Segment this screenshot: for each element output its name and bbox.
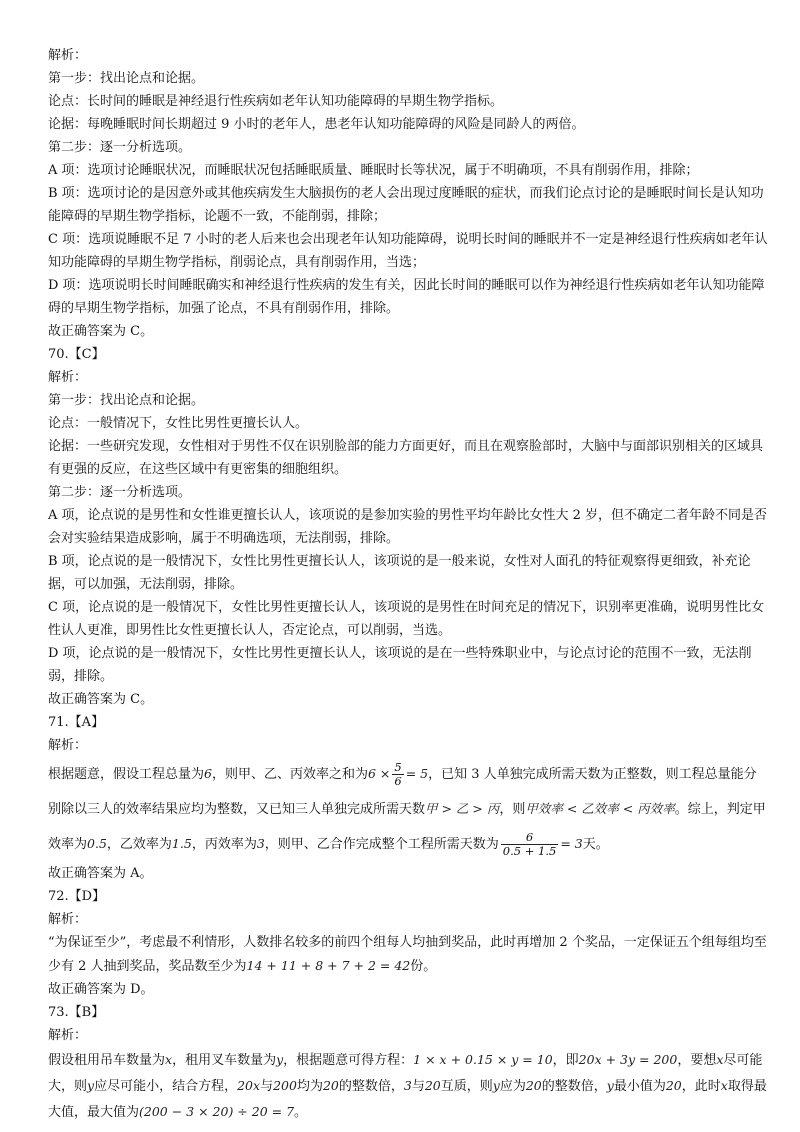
numerator: 6 <box>501 831 559 845</box>
text-run: ，即 <box>552 1053 579 1068</box>
text-run: 。 <box>294 1105 308 1120</box>
text-run: 均为 <box>296 1079 323 1094</box>
math: = 3 <box>560 836 583 851</box>
math: 3 <box>256 836 265 851</box>
text-line: C 项，论点说的是一般情况下，女性比男性更擅长认人，该项说的是男性在时间充足的情况下，识别率更准确，说明男性比女性认人更准，即男性比女性更擅长认人，否定论点，可以削弱，当选。 <box>48 600 765 638</box>
math: 20 <box>665 1078 682 1093</box>
text-run: ，租用叉车数量为 <box>172 1053 277 1068</box>
text-run: 天。 <box>582 837 609 852</box>
text-line: 解析： <box>48 912 88 927</box>
text-line: 解析： <box>48 738 88 753</box>
text-line: 第二步：逐一分析选项。 <box>48 140 192 155</box>
text-run: 最小值为 <box>613 1079 666 1094</box>
math: 200 <box>273 1078 297 1093</box>
text-run: ，已知 3 人单独完成所需天数为正整数，则工程总量能分别除以三人的效率结果应均为整数，又已知三人单独完成所需天数 <box>48 767 757 817</box>
q72-paragraph <box>48 931 768 978</box>
text-run: ，则甲、乙、丙效率之和为 <box>211 767 368 782</box>
text-run: 份。 <box>410 959 437 974</box>
text-run: ，根据题意可得方程： <box>283 1053 414 1068</box>
text-line: A 项，论点说的是男性和女性谁更擅长认人，该项说的是参加实验的男性平均年龄比女性大 2 岁，但不确定二者年龄不同是否会对实验结果造成影响，属于不明确选项，无法削弱，排除。 <box>48 508 768 546</box>
text-line: B 项：选项讨论的是因意外或其他疾病发生大脑损伤的老人会出现过度睡眠的症状，而我们论点讨论的是睡眠时间长是认知功能障碍的早期生物学指标，论题不一致，不能削弱，排除； <box>48 186 764 224</box>
text-line: 论点：一般情况下，女性比男性更擅长认人。 <box>48 416 309 431</box>
q73-paragraph <box>48 1047 768 1125</box>
text-line: 解析： <box>48 1028 88 1043</box>
text-run: 应尽可能小，结合方程， <box>94 1079 238 1094</box>
text-run: 与 <box>260 1079 274 1094</box>
math: 20x <box>237 1078 261 1093</box>
math: 甲 > 乙 > 丙 <box>425 801 500 816</box>
q71-paragraph <box>48 757 768 862</box>
question-number: 71.【A】 <box>48 715 105 730</box>
math: y <box>606 1078 614 1093</box>
text-line: 故正确答案为 C。 <box>48 324 154 339</box>
math: 1.5 <box>171 836 192 851</box>
math: y <box>276 1052 284 1067</box>
text-run: 尽可能大，则 <box>48 1053 763 1094</box>
text-run: 的整数倍， <box>541 1079 607 1094</box>
text-run: 。综上，判定甲效率为 <box>48 802 766 852</box>
text-line: 第二步：逐一分析选项。 <box>48 485 192 500</box>
numerator: 5 <box>394 760 402 774</box>
text-line: A 项：选项讨论睡眠状况，而睡眠状况包括睡眠质量、睡眠时长等状况，属于不明确项，不具有削弱作用，排除； <box>48 163 699 178</box>
text-line: 故正确答案为 C。 <box>48 692 154 707</box>
text-line: 故正确答案为 D。 <box>48 982 154 997</box>
text-run: ，则甲、乙合作完成整个工程所需天数为 <box>264 837 499 852</box>
text-run: 的整数倍， <box>338 1079 404 1094</box>
text-line: 第一步：找出论点和论据。 <box>48 71 205 86</box>
math: 20x + 3y = 200 <box>578 1052 678 1067</box>
fraction <box>501 831 559 858</box>
text-line: B 项，论点说的是一般情况下，女性比男性更擅长认人，该项说的是一般来说，女性对人面孔的特征观察得更细致，补充论据，可以加强，无法削弱，排除。 <box>48 554 751 592</box>
math: y <box>492 1078 500 1093</box>
fraction <box>392 761 403 788</box>
math: x <box>165 1052 173 1067</box>
math: = 5 <box>405 766 429 781</box>
text-line: D 项，论点说的是一般情况下，女性比男性更擅长认人，该项说的是在一些特殊职业中，与论点讨论的范围不一致，无法削弱，排除。 <box>48 646 752 684</box>
math: 20 <box>322 1078 339 1093</box>
document-body <box>48 44 768 1125</box>
math: 甲效率 < 乙效率 < 丙效率 <box>525 801 675 816</box>
text-line: 论据：每晚睡眠时间长期超过 9 小时的老年人，患老年认知功能障碍的风险是同龄人的两倍。 <box>48 117 585 132</box>
denominator: 0.5 + 1.5 <box>502 844 557 858</box>
text-run: ，则 <box>499 802 526 817</box>
math: x <box>716 1052 724 1067</box>
math: (200 − 3 × 20) ÷ 20 = 7 <box>139 1104 295 1119</box>
question-number: 70.【C】 <box>48 347 105 362</box>
text-run: ，乙效率为 <box>106 837 172 852</box>
text-run: 根据题意，假设工程总量为 <box>48 767 205 782</box>
text-run: 取得最大值，最大值为 <box>48 1079 767 1120</box>
text-run: “为保证至少”，考虑最不利情形，人数排名较多的前四个组每人均抽到奖品，此时再增加 2 个奖品，一定保证五个组每组均至少有 2 人抽到奖品，奖品数至少为 <box>48 935 767 974</box>
math: 1 × x + 0.15 × y = 10 <box>413 1052 553 1067</box>
text-line: 第一步：找出论点和论据。 <box>48 393 205 408</box>
text-run: ，此时 <box>681 1079 721 1094</box>
math: 3 <box>403 1078 412 1093</box>
math: x <box>720 1078 728 1093</box>
question-number: 73.【B】 <box>48 1005 105 1020</box>
text-line: 故正确答案为 A。 <box>48 866 153 881</box>
math: 20 <box>424 1078 441 1093</box>
text-run: ，丙效率为 <box>191 837 257 852</box>
text-run: ，要想 <box>677 1053 717 1068</box>
math: y <box>87 1078 95 1093</box>
denominator: 6 <box>394 774 402 788</box>
text-line: 解析： <box>48 370 88 385</box>
text-run: 应为 <box>499 1079 526 1094</box>
text-run: 假设租用吊车数量为 <box>48 1053 166 1068</box>
text-run: 与 <box>411 1079 425 1094</box>
text-line: 解析： <box>48 48 88 63</box>
math: 6 <box>204 766 212 781</box>
text-line: 论点：长时间的睡眠是神经退行性疾病如老年认知功能障碍的早期生物学指标。 <box>48 94 504 109</box>
question-number: 72.【D】 <box>48 889 106 904</box>
text-run: 互质，则 <box>440 1079 493 1094</box>
math: 14 + 11 + 8 + 7 + 2 = 42 <box>246 958 411 973</box>
math: 6 × <box>367 766 391 781</box>
text-line: 论据：一些研究发现，女性相对于男性不仅在识别脸部的能力方面更好，而且在观察脸部时，大脑中与面部识别相关的区域具有更强的反应，在这些区域中有更密集的细胞组织。 <box>48 439 764 477</box>
math: 20 <box>525 1078 542 1093</box>
text-line: C 项：选项说睡眠不足 7 小时的老人后来也会出现老年认知功能障碍，说明长时间的睡眠并不一定是神经退行性疾病如老年认知功能障碍的早期生物学指标，削弱论点，具有削弱作用，当选； <box>48 232 768 270</box>
text-line: D 项：选项说明长时间睡眠确实和神经退行性疾病的发生有关，因此长时间的睡眠可以作为神经退行性疾病如老年认知功能障碍的早期生物学指标，加强了论点，不具有削弱作用，排除。 <box>48 278 765 316</box>
math: 0.5 <box>87 836 107 851</box>
